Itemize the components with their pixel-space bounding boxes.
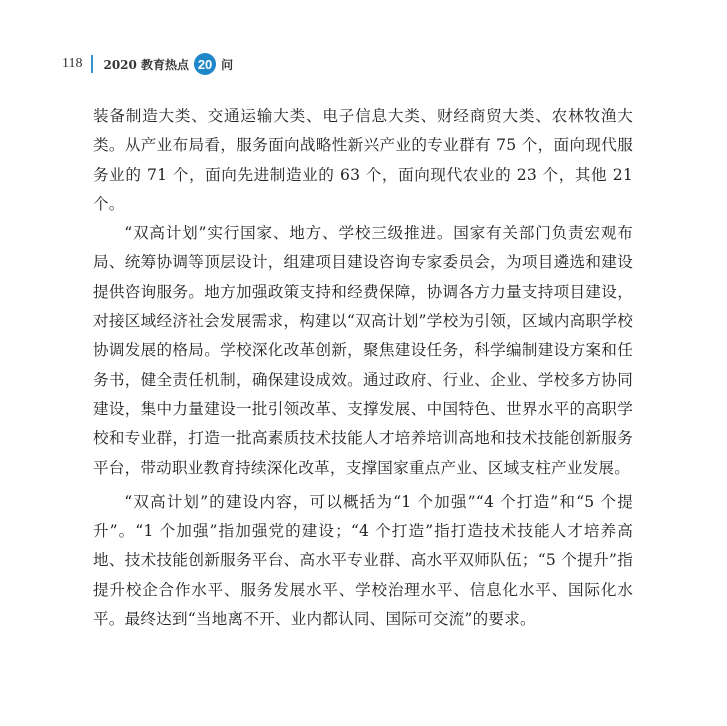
book-title-suffix: 问 [221, 57, 234, 72]
book-title-prefix: 2020 教育热点 [103, 57, 190, 72]
title-number-badge: 20 [194, 53, 216, 75]
book-title [103, 53, 233, 75]
header-divider [91, 55, 93, 73]
body-text [93, 102, 633, 634]
paragraph-implementation: “双高计划”实行国家、地方、学校三级推进。国家有关部门负责宏观布局、统筹协调等顶层设计，组建项目建设咨询专家委员会，为项目遴选和建设提供咨询服务。地方加强政策支持和经费保障，协调各方力量支持项目建设，对接区域经济社会发展需求，构建以“双高计划”学校为引领，区域内高职学校协调发展的格局。学校深化改革创新，聚焦建设任务，科学编制建设方案和任务书，健全责任机制，确保建设成效。通过政府、行业、企业、学校多方协同建设，集中力量建设一批引领改革、支撑发展、中国特色、世界水平的高职学校和专业群，打造一批高素质技术技能人才培养培训高地和技术技能创新服务平台，带动职业教育持续深化改革，支撑国家重点产业、区域支柱产业发展。 [93, 224, 633, 477]
paragraph-construction-content: “双高计划”的建设内容，可以概括为“1 个加强”“4 个打造”和“5 个提升”。“1 个加强”指加强党的建设；“4 个打造”指打造技术技能人才培养高地、技术技能创新服务平台、高水平专业群、高水平双师队伍；“5 个提升”指提升校企合作水平、服务发展水平、学校治理水平、信息化水平、国际化水平。最终达到“当地离不开、业内都认同、国际可交流”的要求。 [93, 492, 633, 629]
running-header [62, 52, 233, 76]
paragraph-continued: 装备制造大类、交通运输大类、电子信息大类、财经商贸大类、农林牧渔大类。从产业布局看，服务面向战略性新兴产业的专业群有 75 个，面向现代服务业的 71 个，面向先进制造业的 63 个，面向现代农业的 23 个，其他 21 个。 [93, 107, 633, 213]
page-number: 118 [62, 56, 83, 71]
